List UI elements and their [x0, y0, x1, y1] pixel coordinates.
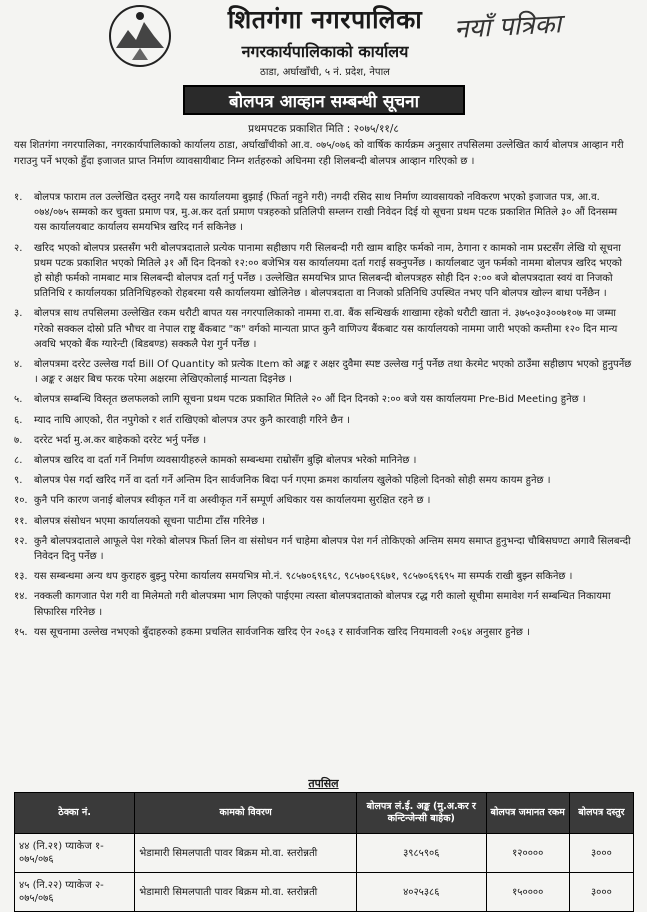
table-header-row	[15, 793, 634, 834]
item-text: यस सूचनामा उल्लेख नभएको बुँदाहरुको हकमा प्रचलित सार्वजनिक खरिद ऐन २०६३ र सार्वजनिक खरिद नियमावली २०६४ अनुसार हुनेछ ।	[34, 626, 530, 638]
list-item	[14, 241, 632, 302]
office-address: ठाडा, अर्घाखाँची, ५ नं. प्रदेश, नेपाल	[260, 67, 390, 78]
list-item	[14, 306, 632, 352]
item-text: बोलपत्र पेस गर्दा खरिद गर्ने वा दर्ता गर्ने अन्तिम दिन सार्वजनिक बिदा पर्न गएमा क्रमश कार्यालय खुलेको पहिलो दिनको सोही समय कायम हुनेछ ।	[34, 475, 551, 487]
table-row	[15, 873, 634, 912]
cell-contract-no: ४५ (नि.२२) प्याकेज २- ०७५/०७६	[15, 873, 135, 912]
column-header-bid-security: बोलपत्र जमानत रकम	[486, 793, 569, 834]
cell-estimate: ४०२५३८६	[356, 873, 486, 912]
list-item	[14, 433, 632, 448]
item-text: बोलपत्र सम्बन्धि विस्तृत छलफलको लागि सूचना प्रथम पटक प्रकाशित मितिले २० औं दिन दिनको २:०० बजे यस कार्यालयमा Pre-Bid Meeting हुनेछ ।	[34, 394, 586, 406]
item-number: १.	[14, 192, 23, 203]
schedule-table	[14, 792, 634, 912]
list-item	[14, 534, 632, 564]
list-item	[14, 473, 632, 488]
table-row	[15, 834, 634, 873]
item-number: १४.	[14, 591, 28, 603]
item-text: बोलपत्र संसोधन भएमा कार्यालयको सूचना पाटीमा टाँस गरिनेछ ।	[34, 515, 265, 527]
list-item	[14, 392, 632, 407]
column-header-fee: बोलपत्र दस्तुर	[569, 793, 633, 834]
list-item	[14, 357, 632, 387]
list-item	[14, 625, 632, 640]
newspaper-stamp: नयाँ पत्रिका	[453, 9, 562, 45]
item-text: बोलपत्रमा दररेट उल्लेख गर्दा Bill Of Quantity को प्रत्येक Item को अङ्क र अक्षर दुवैमा स्पष्ट उल्लेख गर्नु पर्नेछ तथा केरमेट भएको ठाउँमा सहीछाप भएको हुनुपर्नेछ । अङ्क र अक्षर बिच फरक परेमा अक्षरमा लेखिएकोलाई मान्यता दिइनेछ ।	[34, 359, 632, 386]
column-header-contract-no: ठेक्का नं.	[15, 793, 135, 834]
column-header-estimate: बोलपत्र लं.ई. अङ्क (मु.अ.कर र कन्टिन्जेन्सी बाहेक)	[356, 793, 486, 834]
column-header-work-description: कामको विवरण	[135, 793, 357, 834]
item-number: १०.	[14, 495, 28, 507]
item-text: यस सम्बन्धमा अन्य थप कुराहरु बुझ्नु परेमा कार्यालय समयभित्र मो.नं. ९८५७०६९६९८, ९८५७०६९६७१, ९८५७०६९६९५ मा सम्पर्क राखी बुझ्न सकिनेछ ।	[34, 571, 573, 583]
item-number: ८.	[14, 455, 23, 467]
cell-work-description: भेडामारी सिमलपाती पावर बिक्रम मो.वा. स्तरोन्नती	[135, 834, 357, 873]
item-text: कुनै पनि कारण जनाई बोलपत्र स्वीकृत गर्ने वा अस्वीकृत गर्ने सम्पूर्ण अधिकार यस कार्यालयमा सुरक्षित रहने छ ।	[34, 495, 431, 507]
item-number: ४.	[14, 359, 23, 371]
conditions-list	[14, 190, 632, 645]
item-number: ७.	[14, 434, 23, 446]
item-number: २.	[14, 242, 23, 254]
item-number: १३.	[14, 571, 28, 583]
intro-paragraph: यस शितगंगा नगरपालिका, नगरकार्यपालिकाको कार्यालय ठाडा, अर्घाखाँचीको आ.व. ०७५/०७६ को वार्षिक कार्यक्रम अनुसार तपसिलमा उल्लेखित कार्य बोलपत्र आव्हान गरी गराउनु पर्ने भएको हुँदा इजाजत प्राप्त निर्माण व्यावसायीबाट निम्न शर्तहरुको अधिनमा रही शिलबन्दी बोलपत्र आव्हान गरिएको छ ।	[14, 140, 624, 167]
notice-title: बोलपत्र आव्हान सम्बन्धी सूचना	[183, 85, 465, 115]
item-number: १५.	[14, 626, 28, 638]
municipality-title: शितगंगा नगरपालिका	[227, 5, 423, 34]
item-number: ९.	[14, 475, 23, 487]
item-number: ३.	[14, 308, 23, 320]
cell-work-description: भेडामारी सिमलपाती पावर बिक्रम मो.वा. स्तरोन्नती	[135, 873, 357, 912]
list-item	[14, 589, 632, 619]
cell-bid-security: १५००००	[486, 873, 569, 912]
cell-bid-security: १२००००	[486, 834, 569, 873]
item-number: ६.	[14, 414, 23, 426]
list-item	[14, 569, 632, 584]
item-text: बोलपत्र साथ तपसिलमा उल्लेखित रकम धरौटी बापत यस नगरपालिकाको नाममा रा.वा. बैंक सन्धिखर्क शाखामा रहेको धरौटी खाता नं. ३७५०३०३००७१०७ मा जम्मा गरेको सक्कल दोस्रो प्रति भौचर वा नेपाल राष्ट्र बैंकबाट "क" वर्गको मान्यता प्राप्त कुनै वाणिज्य बैंकबाट यस कार्यालयको नाममा जारी भएको कम्तीमा १२० दिन मान्य अवधि भएको बैंक ग्यारेन्टी (बिडबण्ड) सक्कलै पेश गुर्न पर्नेछ ।	[34, 308, 618, 350]
list-item	[14, 413, 632, 428]
publication-date: प्रथमपटक प्रकाशित मिति : २०७५/११/८	[248, 123, 399, 135]
item-number: १२.	[14, 535, 28, 547]
item-number: ५.	[14, 394, 23, 406]
item-text: बोलपत्र फाराम तल उल्लेखित दस्तुर नगदै यस कार्यालयमा बुझाई (फिर्ता नहुने गरी) नगदी रसिद साथ निर्माण व्यावसायको नविकरण भएको इजाजत पत्र, आ.व. ०७४/०७५ सम्मको कर चुक्ता प्रमाण पत्र, मु.अ.कर दर्ता प्रमाण पत्रहरुको प्रतिलिपी सम्लग्न राखी निवेदन दिई यो सूचना प्रथम पटक प्रकाशित मितिले ३० औं दिनसम्म यस कार्यालयबाट कार्यालय समयभित्र खरिद गर्न सकिनेछ ।	[34, 192, 618, 234]
cell-contract-no: ४४ (नि.२१) प्याकेज १- ०७५/०७६	[15, 834, 135, 873]
list-item	[14, 190, 632, 236]
item-number: ११.	[14, 515, 28, 527]
schedule-title: तपसिल	[308, 777, 339, 790]
cell-estimate: ३९८५९०६	[356, 834, 486, 873]
item-text: बोलपत्र खरिद वा दर्ता गर्ने निर्माण व्यवसायीहरुले कामको सम्बन्धमा राम्रोसँग बुझि बोलपत्र भरेको मानिनेछ ।	[34, 455, 417, 467]
list-item	[14, 493, 632, 508]
item-text: नक्कली कागजात पेश गरी वा मिलेमतो गरी बोलपत्रमा भाग लिएको पाईएमा त्यस्ता बोलपत्रदाताको बोलपत्र रद्ध गरी कालो सूचीमा समावेश गर्न सम्बन्धित निकायमा सिफारिस गरिनेछ ।	[34, 591, 611, 618]
item-text: म्याद नाघि आएको, रीत नपुगेको र शर्त राखिएको बोलपत्र उपर कुनै कारवाही गरिने छैन ।	[34, 414, 351, 426]
cell-fee: ३०००	[569, 834, 633, 873]
header	[0, 0, 647, 110]
item-text: खरिद भएको बोलपत्र प्रस्तसँग भरी बोलपत्रदाताले प्रत्येक पानामा सहीछाप गरी सिलबन्दी गरी खाम बाहिर फर्मको नाम, ठेगाना र कामको नाम प्रस्टसँग लेखि यो सूचना प्रथम पटक प्रकाशित भएको मितिले ३१ औं दिन दिनको १२:०० बजेभित्र यस कार्यालयमा दर्ता गराई सक्नुपर्नेछ । कार्यालबाट जुन फर्मको नाममा बोलपत्र खरिद भएको हो सोही फर्मको नामबाट मात्र सिलबन्दी बोलपत्र दर्ता गर्नु पर्नेछ । उल्लेखित समयभित्र प्राप्त सिलबन्दी बोलपत्रहरु सोही दिन २:०० बजे बोलपत्रदाता स्वयं वा निजको प्रतिनिधि र कार्यालयका प्रतिनिधिहरुको रोहबरमा यसै कार्यालयमा खोलिनेछ । बोलपत्रदाता वा निजको प्रतिनिधि उपस्थित नभए पनि बोलपत्र खोल्न बाधा पर्नेछैन ।	[34, 242, 623, 300]
item-text: दररेट भर्दा मु.अ.कर बाहेकको दररेट भर्नु पर्नेछ ।	[34, 434, 207, 446]
item-text: कुनै बोलपत्रदाताले आफूले पेश गरेको बोलपत्र फिर्ता लिन वा संसोधन गर्न चाहेमा बोलपत्र पेश गर्न तोकिएको अन्तिम समय समाप्त हुनुभन्दा चौबिसघण्टा अगावै सिलबन्दी निवेदन दिनु पर्नेछ ।	[34, 535, 631, 563]
list-item	[14, 453, 632, 468]
cell-fee: ३०००	[569, 873, 633, 912]
office-subtitle: नगरकार्यपालिकाको कार्यालय	[241, 42, 409, 61]
list-item	[14, 514, 632, 529]
